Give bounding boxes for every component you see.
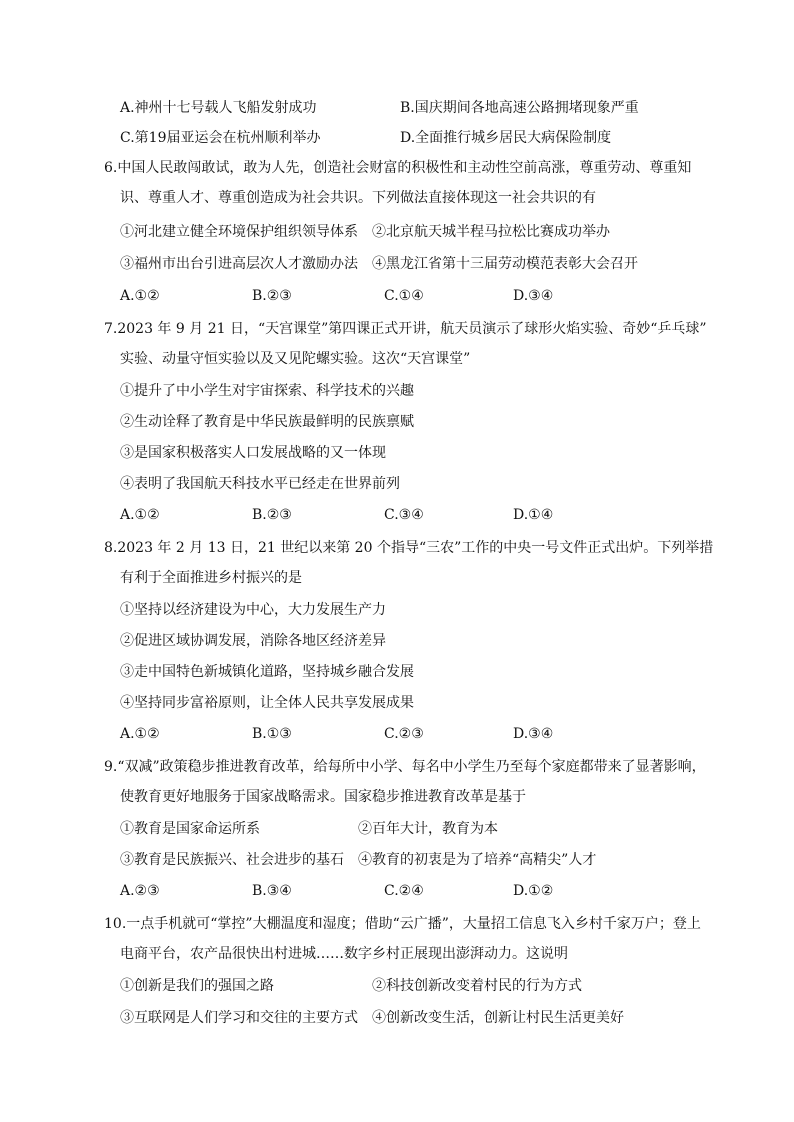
q10-stem-line-2: 电商平台，农产品很快出村进城……数字乡村正展现出澎湃动力。这说明 bbox=[120, 946, 568, 962]
q9-stem-line-2: 使教育更好地服务于国家战略需求。国家稳步推进教育改革是基于 bbox=[120, 789, 526, 805]
q9-choice-d: D.①② bbox=[513, 883, 554, 899]
q6-choice-c: C.①④ bbox=[384, 288, 424, 304]
q6-choice-a: A.①② bbox=[120, 288, 160, 304]
q9-item-4: ④教育的初衷是为了培养“高精尖”人才 bbox=[358, 852, 597, 868]
q6-item-3: ③福州市出台引进高层次人才激励办法 bbox=[120, 256, 358, 272]
q10-item-1: ①创新是我们的强国之路 bbox=[120, 978, 274, 994]
q8-item-3: ③走中国特色新城镇化道路，坚持城乡融合发展 bbox=[120, 664, 414, 680]
q6-choice-b: B.②③ bbox=[252, 288, 292, 304]
q9-item-1: ①教育是国家命运所系 bbox=[120, 821, 260, 837]
q9-choice-c: C.②④ bbox=[384, 883, 424, 899]
q7-choice-d: D.①④ bbox=[513, 507, 554, 523]
q9-choice-a: A.②③ bbox=[120, 883, 160, 899]
q5-option-c: C.第19届亚运会在杭州顺利举办 bbox=[120, 130, 321, 146]
q8-choice-b: B.①③ bbox=[252, 726, 292, 742]
q7-item-2: ②生动诠释了教育是中华民族最鲜明的民族禀赋 bbox=[120, 414, 414, 430]
q10-item-2: ②科技创新改变着村民的行为方式 bbox=[372, 978, 582, 994]
q8-item-2: ②促进区域协调发展，消除各地区经济差异 bbox=[120, 633, 386, 649]
q8-choice-c: C.②③ bbox=[384, 726, 424, 742]
q10-item-4: ④创新改变生活，创新让村民生活更美好 bbox=[372, 1010, 624, 1026]
q7-choice-a: A.①② bbox=[120, 507, 160, 523]
q10-stem-line-1: 10.一点手机就可“掌控”大棚温度和湿度；借助“云广播”，大量招工信息飞入乡村千家万户；登上 bbox=[104, 916, 701, 932]
q8-stem-line-1: 8.2023 年 2 月 13 日，21 世纪以来第 20 个指导“三农”工作的中央一号文件正式出炉。下列举措 bbox=[104, 540, 714, 556]
q8-item-4: ④坚持同步富裕原则，让全体人民共享发展成果 bbox=[120, 695, 414, 711]
q8-choice-d: D.③④ bbox=[513, 726, 554, 742]
q7-item-1: ①提升了中小学生对宇宙探索、科学技术的兴趣 bbox=[120, 383, 414, 399]
q6-stem-line-2: 识、尊重人才、尊重创造成为社会共识。下列做法直接体现这一社会共识的有 bbox=[120, 190, 596, 206]
q10-item-3: ③互联网是人们学习和交往的主要方式 bbox=[120, 1010, 358, 1026]
q6-item-4: ④黑龙江省第十三届劳动模范表彰大会召开 bbox=[372, 256, 638, 272]
q8-choice-a: A.①② bbox=[120, 726, 160, 742]
q7-item-3: ③是国家积极落实人口发展战略的又一体现 bbox=[120, 445, 386, 461]
q7-item-4: ④表明了我国航天科技水平已经走在世界前列 bbox=[120, 476, 400, 492]
q5-option-a: A.神州十七号载人飞船发射成功 bbox=[120, 100, 317, 116]
q6-item-2: ②北京航天城半程马拉松比赛成功举办 bbox=[372, 224, 610, 240]
q8-stem-line-2: 有利于全面推进乡村振兴的是 bbox=[120, 570, 302, 586]
q9-stem-line-1: 9.“双减”政策稳步推进教育改革，给每所中小学、每名中小学生乃至每个家庭都带来了显著影响， bbox=[104, 759, 706, 775]
q6-stem-line-1: 6.中国人民敢闯敢试，敢为人先，创造社会财富的积极性和主动性空前高涨，尊重劳动、尊重知 bbox=[104, 160, 692, 176]
q7-stem-line-2: 实验、动量守恒实验以及又见陀螺实验。这次“天宫课堂” bbox=[120, 351, 471, 367]
q7-stem-line-1: 7.2023 年 9 月 21 日，“天宫课堂”第四课正式开讲，航天员演示了球形火焰实验、奇妙“乒乓球” bbox=[104, 321, 707, 337]
q9-item-2: ②百年大计，教育为本 bbox=[358, 821, 498, 837]
q9-choice-b: B.③④ bbox=[252, 883, 292, 899]
q6-choice-d: D.③④ bbox=[513, 288, 554, 304]
q9-item-3: ③教育是民族振兴、社会进步的基石 bbox=[120, 852, 344, 868]
q5-option-b: B.国庆期间各地高速公路拥堵现象严重 bbox=[400, 100, 639, 116]
q6-item-1: ①河北建立健全环境保护组织领导体系 bbox=[120, 224, 358, 240]
q8-item-1: ①坚持以经济建设为中心，大力发展生产力 bbox=[120, 602, 386, 618]
q7-choice-b: B.②③ bbox=[252, 507, 292, 523]
q7-choice-c: C.③④ bbox=[384, 507, 424, 523]
q5-option-d: D.全面推行城乡居民大病保险制度 bbox=[400, 130, 612, 146]
